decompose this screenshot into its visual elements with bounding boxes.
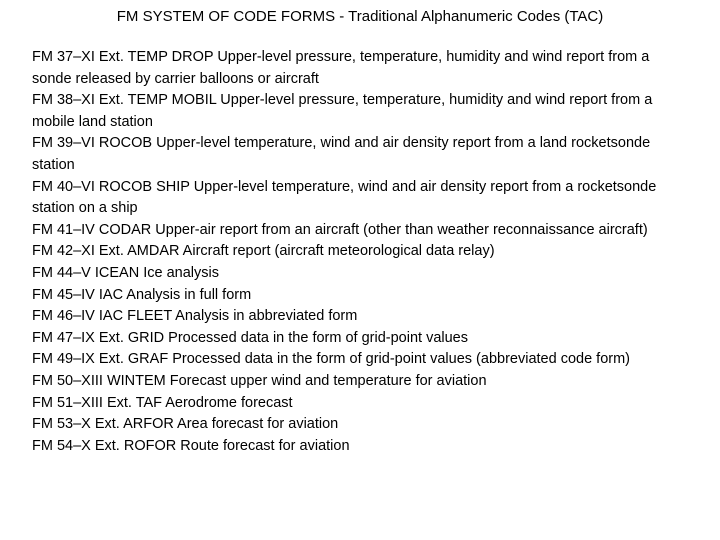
list-item: FM 49–IX Ext. GRAF Processed data in the form of grid-point values (abbreviated code form) [32,351,630,368]
list-item: FM 38–XI Ext. TEMP MOBIL Upper-level pressure, temperature, humidity and wind report from a mobile land station [32,92,653,130]
page-title: FM SYSTEM OF CODE FORMS - Traditional Alphanumeric Codes (TAC) [116,8,604,25]
list-item: FM 51–XIII Ext. TAF Aerodrome forecast [32,394,293,411]
list-item: FM 40–VI ROCOB SHIP Upper-level temperature, wind and air density report from a rocketsonde station on a ship [32,178,657,217]
list-item: FM 39–VI ROCOB Upper-level temperature, wind and air density report from a land rocketsonde station [32,135,651,173]
list-item: FM 41–IV CODAR Upper-air report from an aircraft (other than weather reconnaissance aircraft) [32,221,648,238]
list-item: FM 45–IV IAC Analysis in full form [32,286,252,303]
list-item: FM 50–XIII WINTEM Forecast upper wind and temperature for aviation [32,372,487,389]
list-item: FM 46–IV IAC FLEET Analysis in abbreviated form [32,308,358,325]
list-item: FM 54–X Ext. ROFOR Route forecast for aviation [32,437,350,454]
list-item: FM 42–XI Ext. AMDAR Aircraft report (aircraft meteorological data relay) [32,243,495,260]
list-item: FM 53–X Ext. ARFOR Area forecast for aviation [32,416,339,433]
list-item: FM 37–XI Ext. TEMP DROP Upper-level pressure, temperature, humidity and wind report from a sonde released by carrier balloons or aircraft [32,49,650,87]
code-form-list [32,47,692,457]
list-item: FM 47–IX Ext. GRID Processed data in the form of grid-point values [32,329,468,346]
list-item: FM 44–V ICEAN Ice analysis [32,264,219,281]
